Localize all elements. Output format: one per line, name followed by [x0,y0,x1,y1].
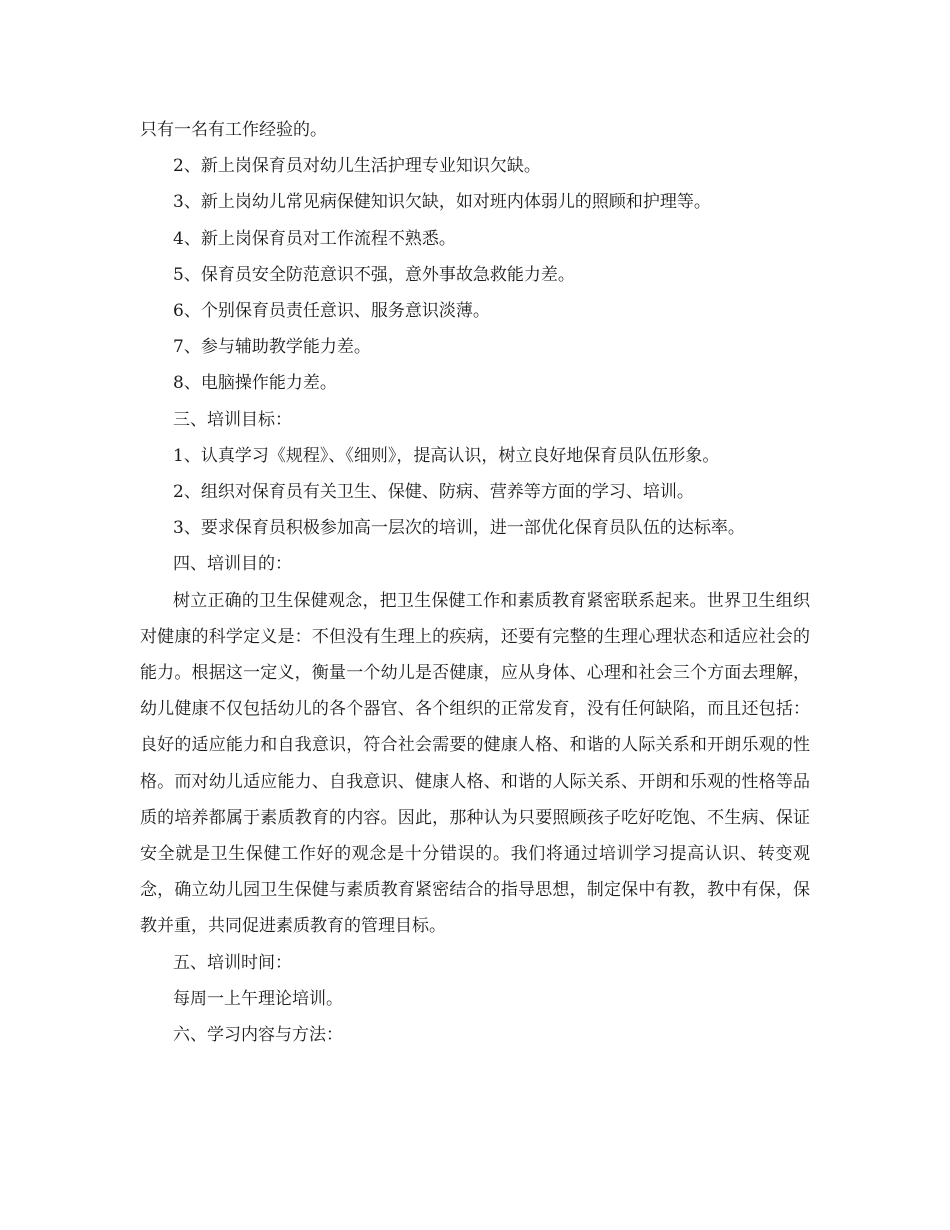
list-item-4: 4、新上岗保育员对工作流程不熟悉。 [173,228,456,249]
list-item-3: 3、新上岗幼儿常见病保健知识欠缺，如对班内体弱儿的照顾和护理等。 [173,192,711,213]
list-item-8: 8、电脑操作能力差。 [173,373,337,394]
list-item-2: 2、新上岗保育员对幼儿生活护理专业知识欠缺。 [173,156,541,177]
section-heading-content-methods: 六、学习内容与方法： [173,1025,343,1046]
goal-item-3: 3、要求保育员积极参加高一层次的培训，进一部优化保育员队伍的达标率。 [173,518,745,539]
section-heading-training-goals: 三、培训目标： [173,409,292,430]
goal-item-1: 1、认真学习《规程》、《细则》，提高认识，树立良好地保育员队伍形象。 [173,445,720,466]
section-heading-training-time: 五、培训时间： [173,952,292,973]
section-heading-training-purpose: 四、培训目的： [173,554,292,575]
text-line-continuation: 只有一名有工作经验的。 [140,120,327,140]
list-item-7: 7、参与辅助教学能力差。 [173,337,371,358]
list-item-5: 5、保育员安全防范意识不强，意外事故急救能力差。 [173,264,575,285]
list-item-6: 6、个别保育员责任意识、服务意识淡薄。 [173,301,490,322]
document-body [140,112,810,1053]
goal-item-2: 2、组织对保育员有关卫生、保健、防病、营养等方面的学习、培训。 [173,482,694,503]
purpose-paragraph: 树立正确的卫生保健观念，把卫生保健工作和素质教育紧密联系起来。世界卫生组织对健康的科学定义是：不但没有生理上的疾病，还要有完整的生理心理状态和适应社会的能力。根据这一定义，衡量一个幼儿是否健康，应从身体、心理和社会三个方面去理解，幼儿健康不仅包括幼儿的各个器官、各个组织的正常发育，没有任何缺陷，而且还包括：良好的适应能力和自我意识，符合社会需要的健康人格、和谐的人际关系和开朗乐观的性格。而对幼儿适应能力、自我意识、健康人格、和谐的人际关系、开朗和乐观的性格等品质的培养都属于素质教育的内容。因此，那种认为只要照顾孩子吃好吃饱、不生病、保证安全就是卫生保健工作好的观念是十分错误的。我们将通过培训学习提高认识、转变观念，确立幼儿园卫生保健与素质教育紧密结合的指导思想，制定保中有教，教中有保，保教并重，共同促进素质教育的管理目标。 [140,590,810,937]
training-time-text: 每周一上午理论培训。 [173,988,343,1009]
